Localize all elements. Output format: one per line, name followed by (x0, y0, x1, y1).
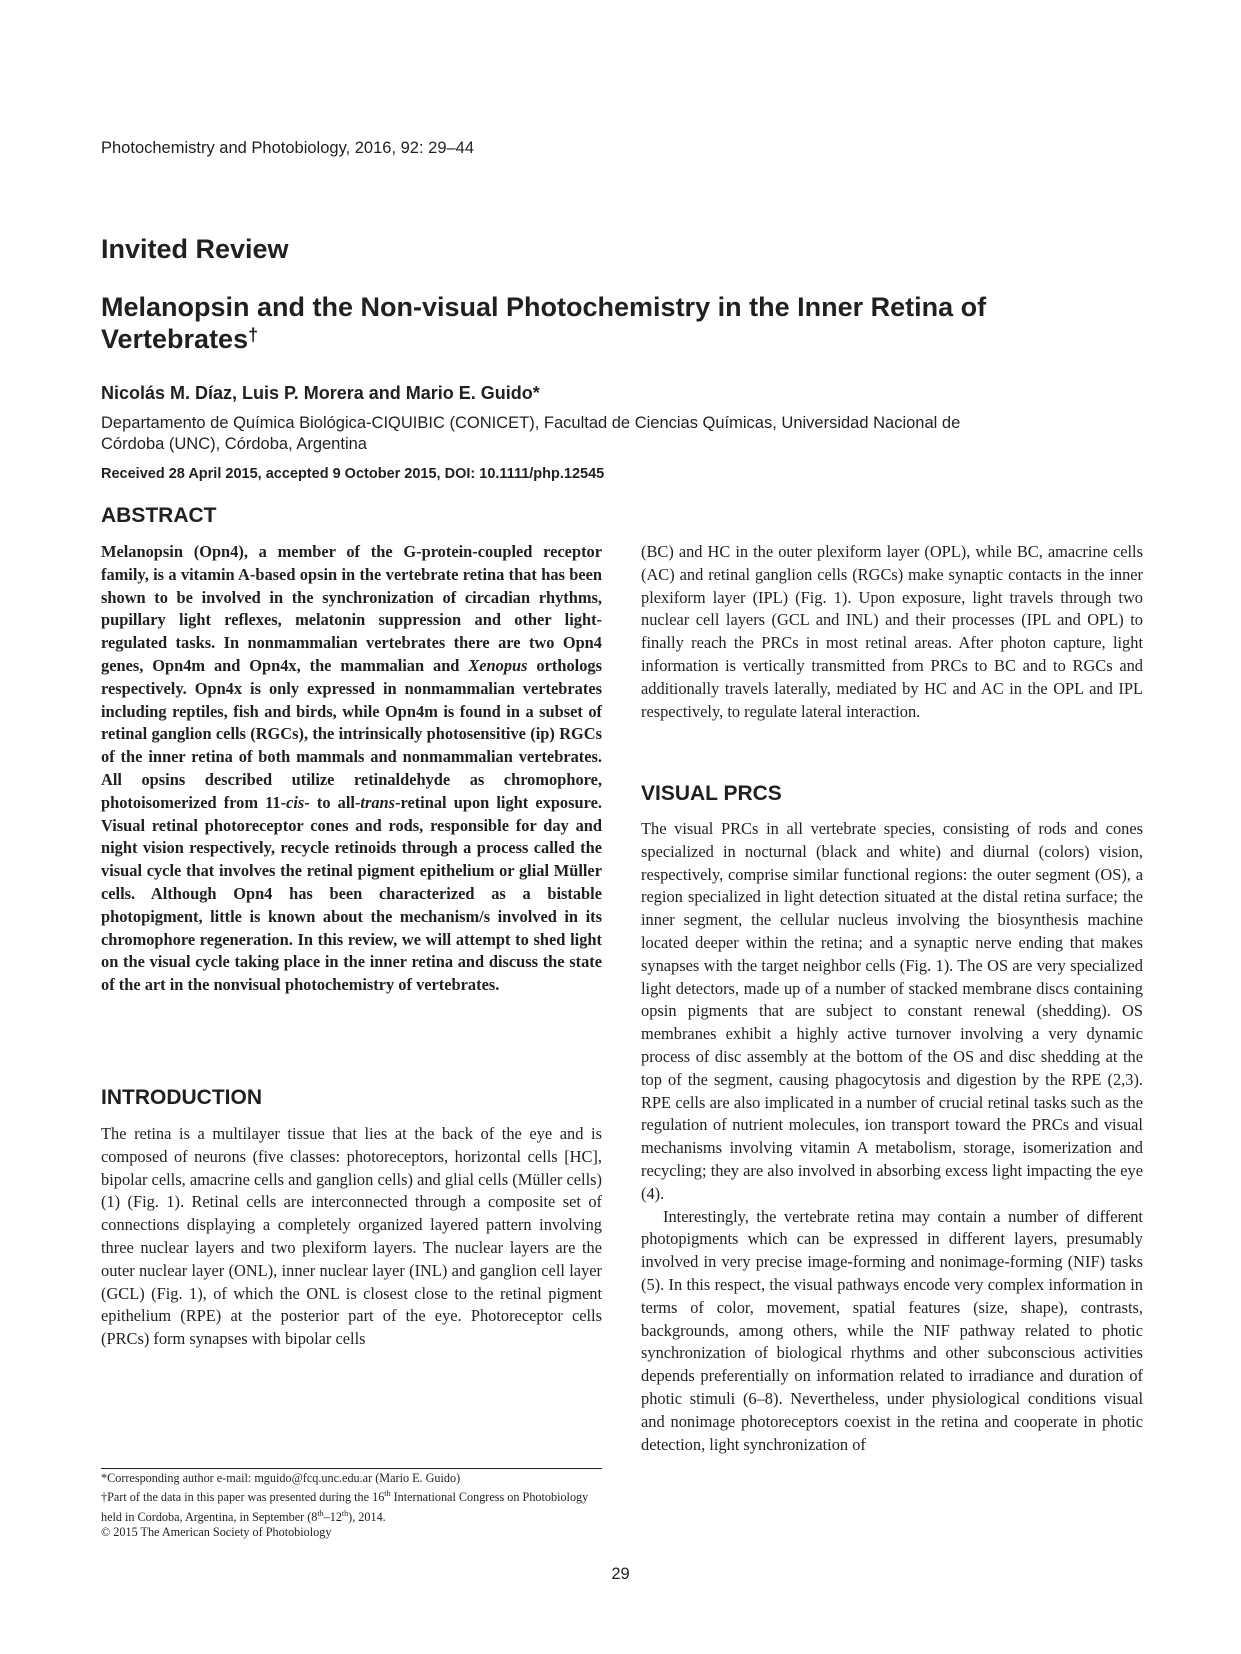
abstract-text-4: -retinal upon light exposure. Visual retinal photoreceptor cones and rods, responsible for day and night vision respectively, recycle retinoids through a process called the visual cycle that involves the retinal pigment epithelium or glial Müller cells. Although Opn4 has been characterized as a bistable photopigment, little is known about the mechanism/s involved in its chromophore regeneration. In this review, we will attempt to shed light on the visual cycle taking place in the inner retina and discuss the state of the art in the nonvisual photochemistry of vertebrates. (101, 792, 602, 995)
visual-paragraph-2: Interestingly, the vertebrate retina may contain a number of different photopigments which can be expressed in different layers, presumably involved in very precise image-forming and nonimage-forming (NIF) tasks (5). In this respect, the visual pathways encode very complex information in terms of color, movement, spatial features (size, shape), contrasts, backgrounds, among others, while the NIF pathway related to photic synchronization of biological rhythms and other subconscious activities depends preferentially on information related to irradiance and duration of photic stimuli (6–8). Nevertheless, under physiological conditions visual and nonimage photoreceptors coexist in the retina and cooperate in photic detection, light synchronization of (641, 1206, 1143, 1454)
abstract-text-1: Melanopsin (Opn4), a member of the G-protein-coupled receptor family, is a vitamin A-based opsin in the vertebrate retina that has been shown to be involved in the synchronization of circadian rhythms, pupillary light reflexes, melatonin suppression and other light-regulated tasks. In nonmammalian vertebrates there are two Opn4 genes, Opn4m and Opn4x, the mammalian and (101, 542, 602, 675)
page-number: 29 (611, 1565, 630, 1583)
footnote-divider (101, 1468, 602, 1469)
introduction-body (101, 1123, 602, 1351)
abstract-italic-trans: trans (360, 792, 396, 812)
intro-continued-paragraph: (BC) and HC in the outer plexiform layer (OPL), while BC, amacrine cells (AC) and retinal ganglion cells (RGCs) make synaptic contacts in the inner plexiform layer (IPL) (Fig. 1). Upon exposure, light travels through two nuclear cell layers (GCL and INL) and their processes (IPL and OPL) to finally reach the PRCs in most retinal areas. After photon capture, light information is vertically transmitted from PRCs to BC and to RGCs and additionally travels laterally, mediated by HC and AC in the OPL and IPL respectively, to regulate lateral interaction. (641, 542, 1143, 721)
abstract-italic-cis: cis (286, 792, 305, 812)
footnote-congress: †Part of the data in this paper was presented during the 16th International Congress on Photobiology held in Cordoba, Argentina, in September (8th–12th), 2014. (101, 1489, 589, 1524)
abstract-italic-xenopus: Xenopus (468, 655, 528, 675)
abstract-text-3: - to all- (304, 792, 361, 812)
abstract-heading: ABSTRACT (101, 504, 217, 527)
title-line-2: Vertebrates (101, 324, 249, 354)
visual-prcs-body (641, 818, 1143, 1456)
visual-paragraph-1: The visual PRCs in all vertebrate species, consisting of rods and cones specialized in nocturnal (black and white) and diurnal (colors) vision, respectively, comprise similar functional regions: the outer segment (OS), a region specialized in light detection situated at the distal retina surface; the inner segment, the cellular nucleus involving the biosynthesis machine located deeper within the retina; and a synaptic nerve ending that makes synapses with the target neighbor cells (Fig. 1). The OS are very specialized light detectors, made up of a number of stacked membrane discs containing opsin pigments that are subject to constant renewal (shedding). OS membranes exhibit a highly active turnover involving a very dynamic process of disc assembly at the bottom of the OS and disc shedding at the top of the segment, causing phagocytosis and digestion by the RPE (2,3). RPE cells are also implicated in a number of crucial retinal tasks such as the regulation of nutrient molecules, ion transport toward the PRCs and visual mechanisms involving vitamin A metabolism, storage, isomerization and recycling; they are also involved in absorbing excess light impacting the eye (4). (641, 819, 1143, 1203)
affiliation-line-1: Departamento de Química Biológica-CIQUIBIC (CONICET), Facultad de Ciencias Químicas, Universidad Nacional de (101, 414, 961, 432)
affiliation (101, 413, 1151, 455)
title-dagger: † (248, 325, 259, 345)
introduction-paragraph: The retina is a multilayer tissue that lies at the back of the eye and is composed of neurons (five classes: photoreceptors, horizontal cells [HC], bipolar cells, amacrine cells and ganglion cells) and glial cells (Müller cells) (1) (Fig. 1). Retinal cells are interconnected through a composite set of connections displaying a completely organized layered pattern involving three nuclear layers and two plexiform layers. The nuclear layers are the outer nuclear layer (ONL), inner nuclear layer (INL) and ganglion cell layer (GCL) (Fig. 1), of which the ONL is closest close to the retinal pigment epithelium (RPE) at the posterior part of the eye. Photoreceptor cells (PRCs) form synapses with bipolar cells (101, 1124, 602, 1349)
received-dates: Received 28 April 2015, accepted 9 October 2015, DOI: 10.1111/php.12545 (101, 466, 605, 482)
footnote-corresponding: *Corresponding author e-mail: mguido@fcq.unc.edu.ar (Mario E. Guido) (101, 1471, 461, 1485)
footnote-copyright: © 2015 The American Society of Photobiology (101, 1525, 332, 1540)
title-line-1: Melanopsin and the Non-visual Photochemistry in the Inner Retina of (101, 292, 987, 322)
introduction-heading: INTRODUCTION (101, 1086, 262, 1109)
introduction-continued (641, 541, 1143, 723)
author-list: Nicolás M. Díaz, Luis P. Morera and Mario E. Guido* (101, 383, 540, 403)
article-type: Invited Review (101, 234, 289, 264)
affiliation-line-2: Córdoba (UNC), Córdoba, Argentina (101, 435, 367, 453)
footnotes (101, 1471, 602, 1541)
visual-prcs-heading: VISUAL PRCS (641, 782, 782, 805)
journal-citation: Photochemistry and Photobiology, 2016, 92: 29–44 (101, 139, 475, 157)
article-title (101, 291, 1101, 355)
abstract-body (101, 541, 602, 997)
abstract-text-2: orthologs respectively. Opn4x is only expressed in nonmammalian vertebrates including reptiles, fish and birds, while Opn4m is found in a subset of retinal ganglion cells (RGCs), the intrinsically photosensitive (ip) RGCs of the inner retina of both mammals and nonmammalian vertebrates. All opsins described utilize retinaldehyde as chromophore, photoisomerized from 11- (101, 655, 602, 812)
